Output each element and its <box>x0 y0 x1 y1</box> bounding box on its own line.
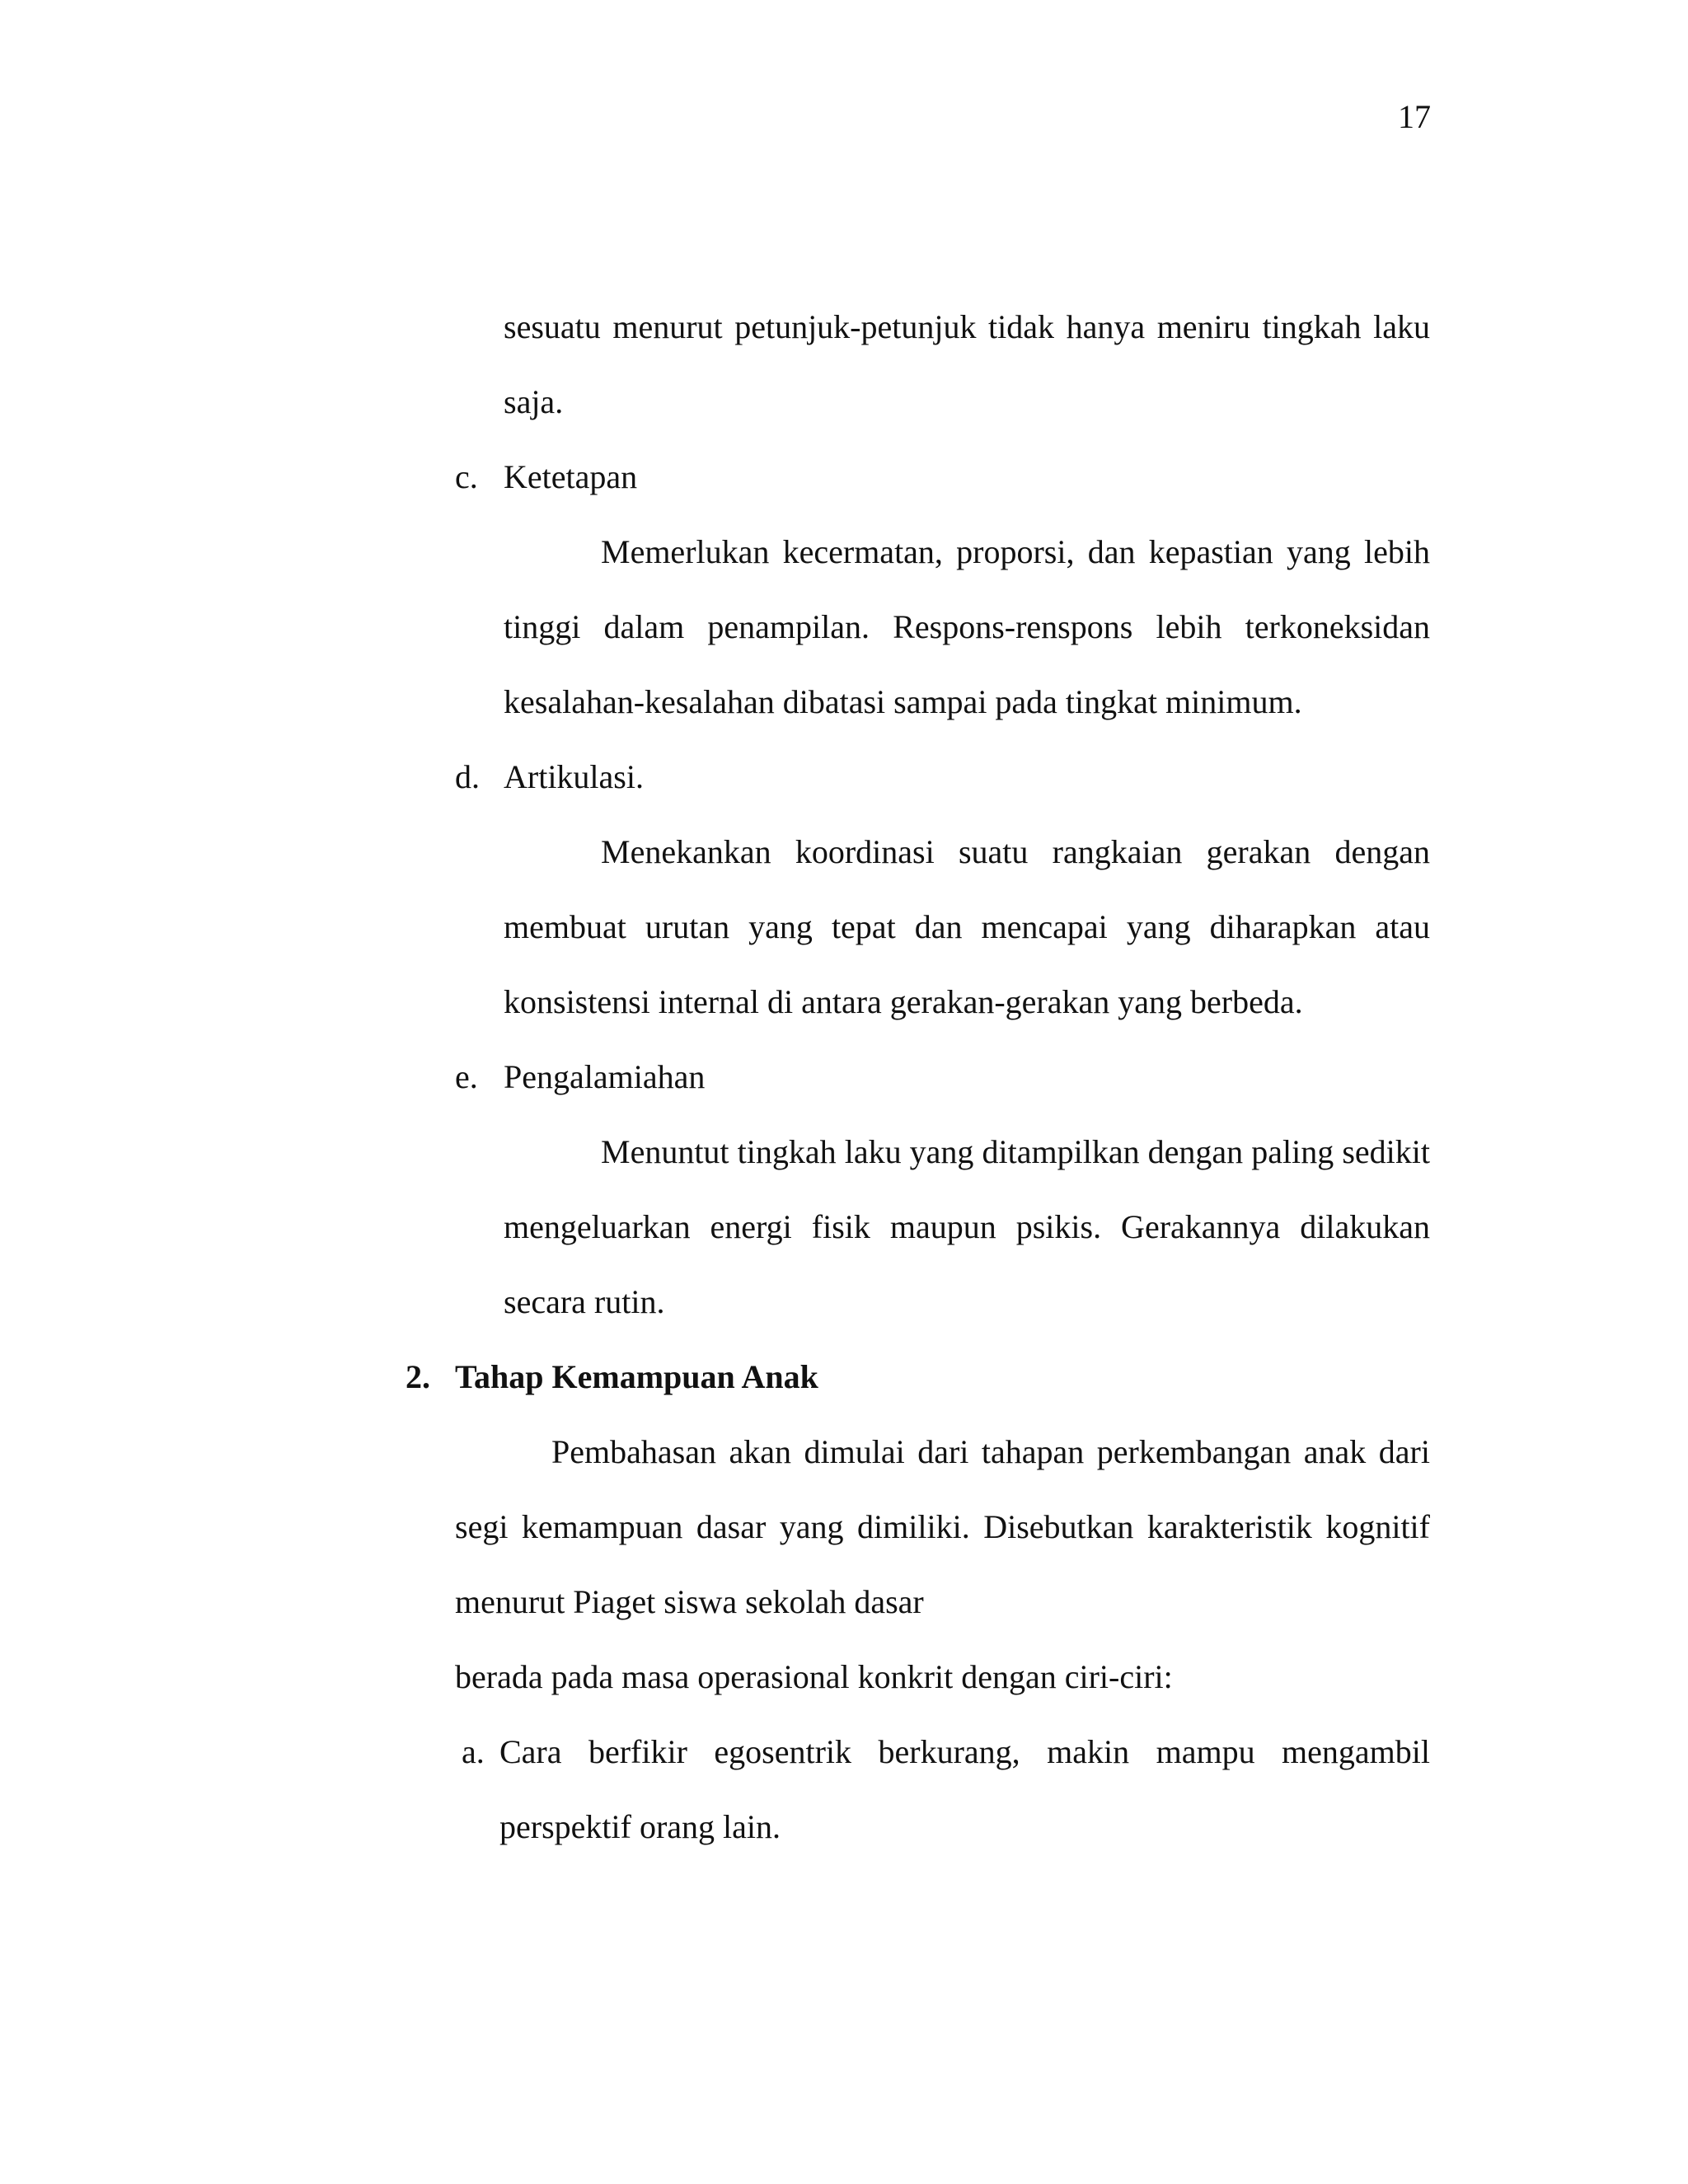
item-d-line-2: membuat urutan yang tepat dan mencapai yang diharapkan atau <box>504 908 1430 945</box>
item-d-title: Artikulasi. <box>504 758 644 795</box>
section-paragraph-line-1: Pembahasan akan dimulai dari tahapan perkembangan anak dari <box>551 1433 1430 1470</box>
item-c-line-2: tinggi dalam penampilan. Respons-renspons lebih terkoneksidan <box>504 608 1430 645</box>
item-e-line-2: mengeluarkan energi fisik maupun psikis. Gerakannya dilakukan <box>504 1208 1430 1245</box>
section-title: Tahap Kemampuan Anak <box>455 1358 818 1395</box>
list-item-a-line-2: perspektif orang lain. <box>499 1808 781 1845</box>
list-item-a-line-1: Cara berfikir egosentrik berkurang, makin mampu mengambil <box>499 1733 1430 1770</box>
item-c-marker: c. <box>455 458 478 495</box>
item-c-line-3: kesalahan-kesalahan dibatasi sampai pada tingkat minimum. <box>504 683 1302 720</box>
continuation-line-1: sesuatu menurut petunjuk-petunjuk tidak hanya meniru tingkah laku <box>504 308 1430 345</box>
item-d-line-1: Menekankan koordinasi suatu rangkaian gerakan dengan <box>601 833 1430 870</box>
continuation-line-2: saja. <box>504 383 564 420</box>
section-paragraph-line-2: segi kemampuan dasar yang dimiliki. Disebutkan karakteristik kognitif <box>455 1508 1430 1545</box>
item-e-marker: e. <box>455 1058 478 1095</box>
item-e-line-1: Menuntut tingkah laku yang ditampilkan dengan paling sedikit <box>601 1133 1430 1170</box>
item-d-marker: d. <box>455 758 480 795</box>
section-paragraph-line-3: menurut Piaget siswa sekolah dasar <box>455 1583 924 1620</box>
item-c-title: Ketetapan <box>504 458 638 495</box>
item-c-line-1: Memerlukan kecermatan, proporsi, dan kepastian yang lebih <box>601 533 1430 570</box>
item-e-line-3: secara rutin. <box>504 1283 665 1320</box>
item-d-line-3: konsistensi internal di antara gerakan-gerakan yang berbeda. <box>504 983 1303 1020</box>
list-item-a-marker: a. <box>462 1733 485 1770</box>
section-paragraph-line-4: berada pada masa operasional konkrit dengan ciri-ciri: <box>455 1658 1173 1695</box>
item-e-title: Pengalamiahan <box>504 1058 706 1095</box>
section-number: 2. <box>406 1358 430 1395</box>
page-number: 17 <box>1398 98 1431 135</box>
